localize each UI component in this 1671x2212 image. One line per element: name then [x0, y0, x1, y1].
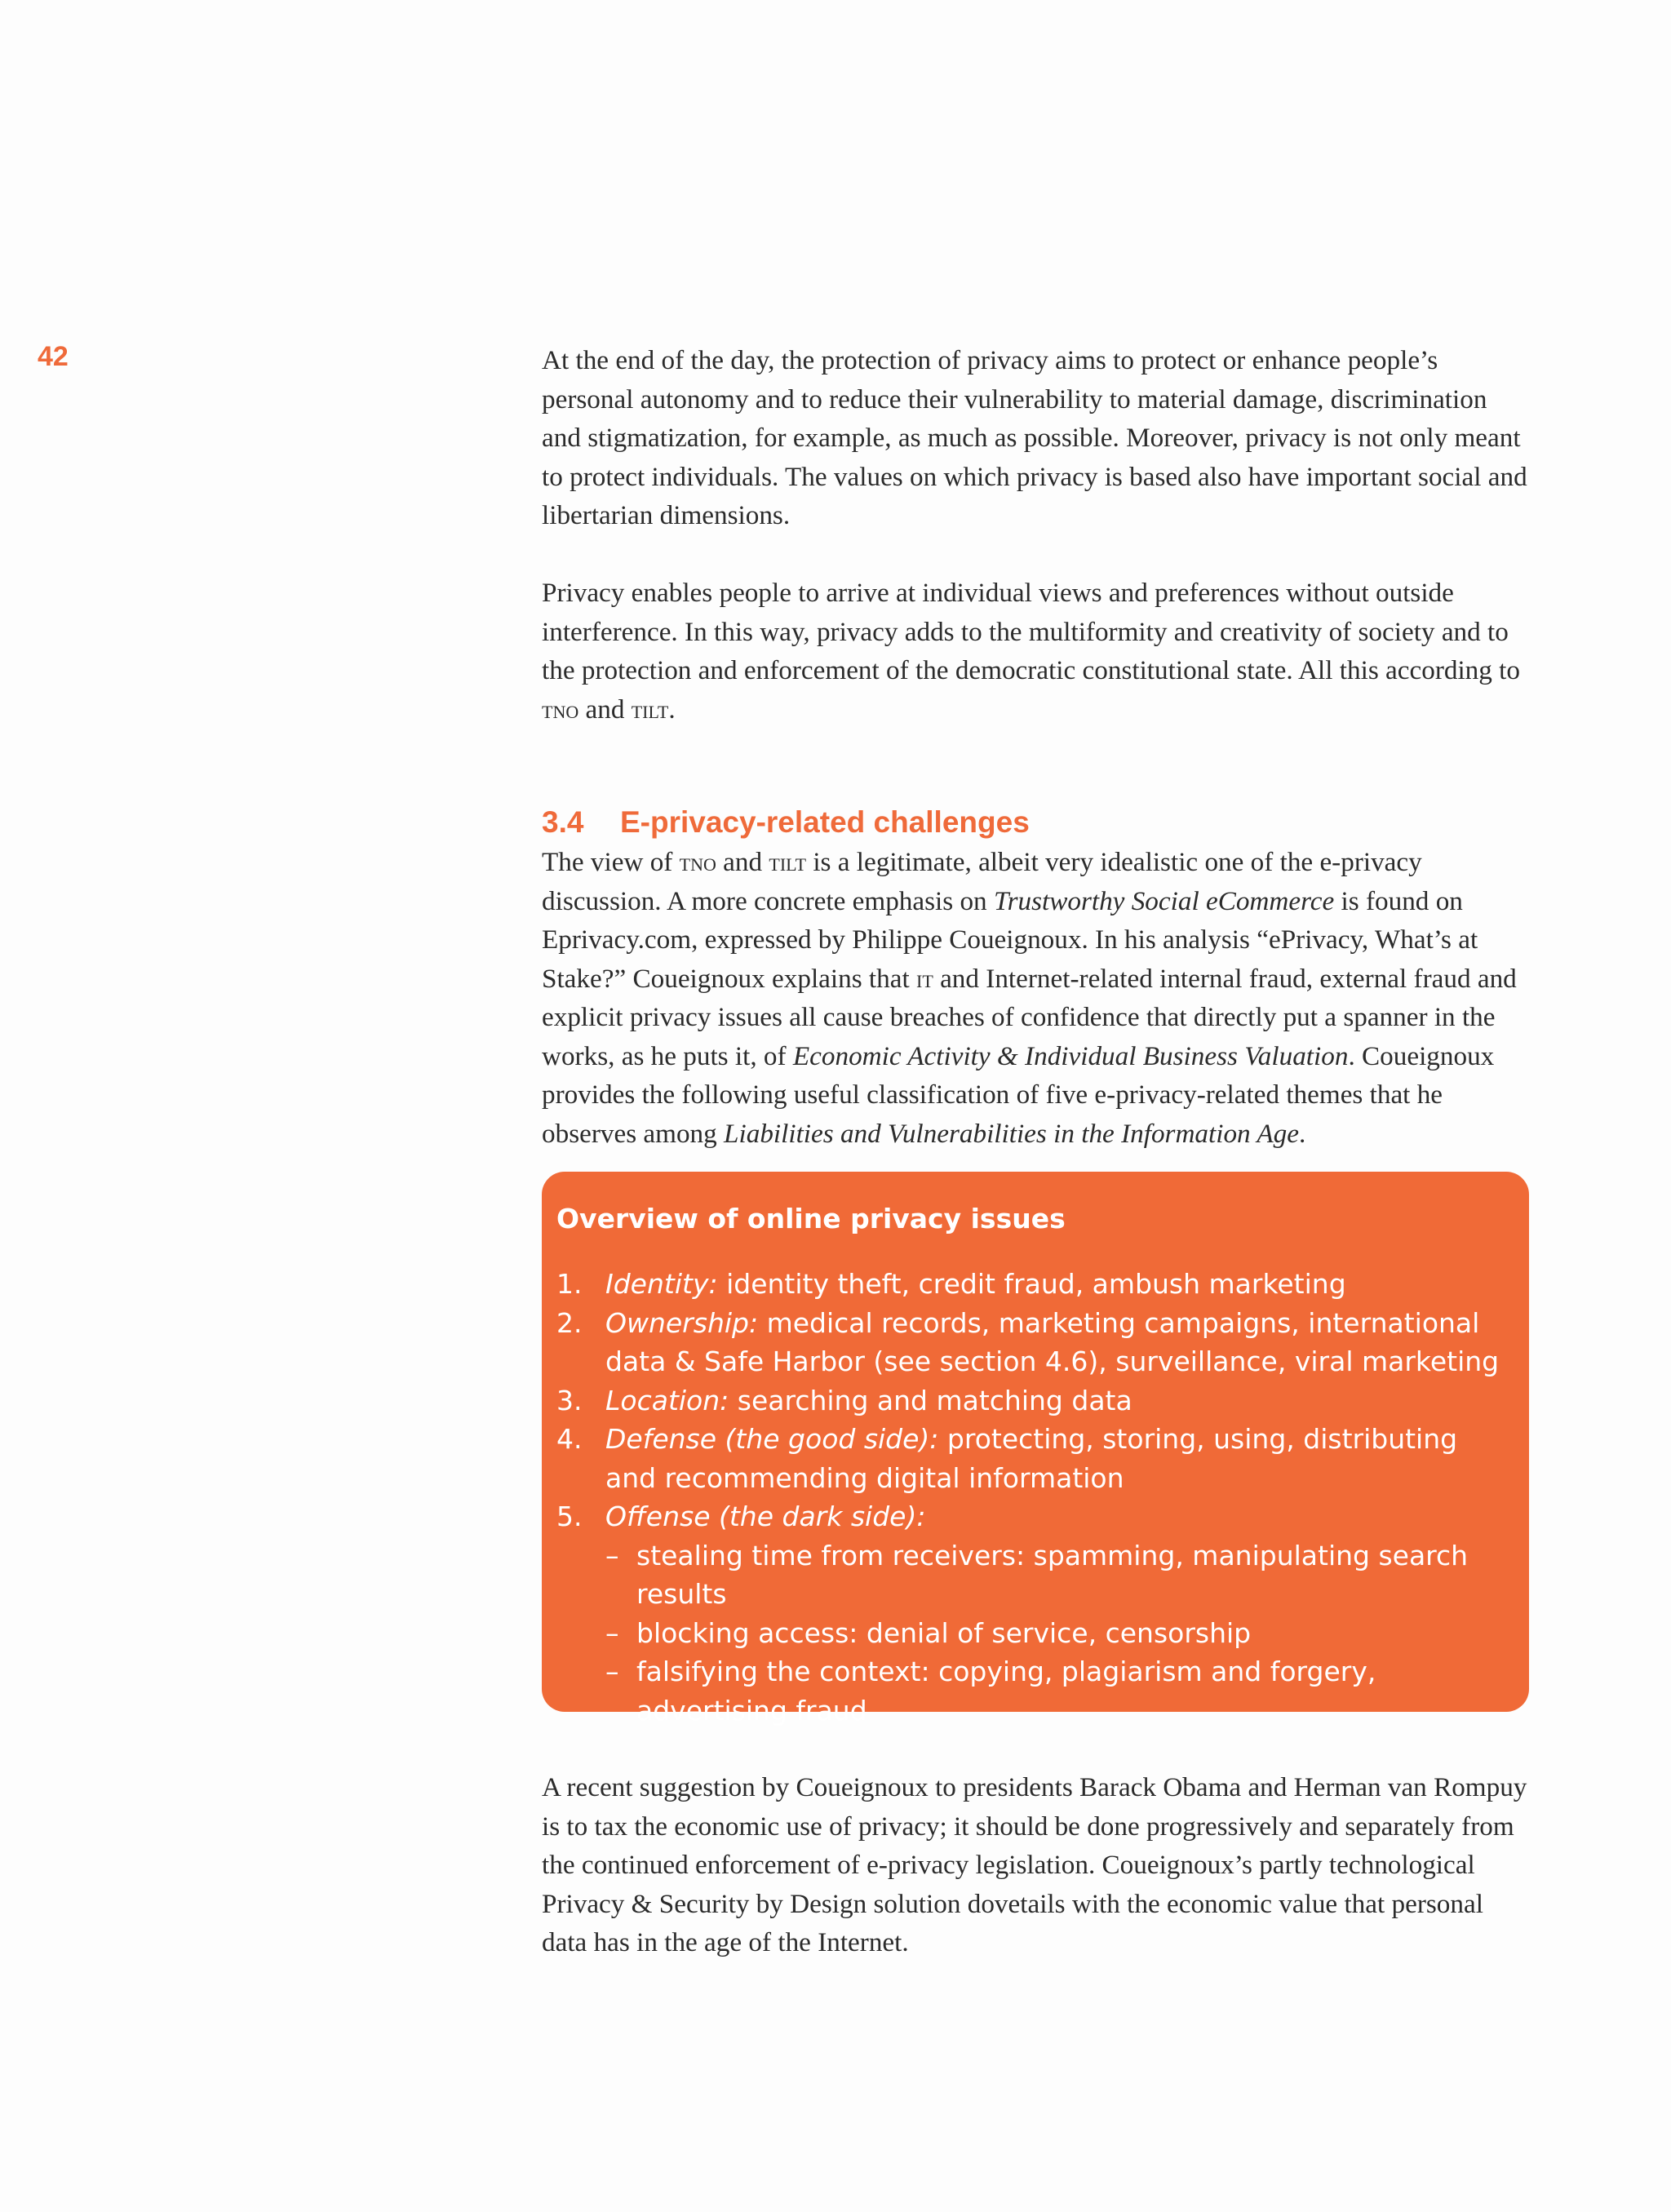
item-number: 2.: [556, 1306, 583, 1339]
item-text: [605, 1265, 1503, 1304]
org-tno: tno: [679, 848, 716, 876]
org-tilt: tilt: [769, 848, 807, 876]
privacy-issues-box: [542, 1172, 1529, 1727]
item-number: 1.: [556, 1268, 583, 1300]
box-title: Overview of online privacy issues: [556, 1203, 1066, 1235]
sub-item-text: blocking access: denial of service, censorship: [636, 1616, 1252, 1649]
paragraph-3: [542, 843, 1532, 1153]
emphasis-liabilities: Liabilities and Vulnerabilities in the Information Age: [724, 1118, 1299, 1149]
paragraph-3-text-g: .: [1298, 1118, 1306, 1149]
item-text: [605, 1497, 1503, 1730]
org-tno: tno: [542, 694, 579, 724]
paragraph-3-text-c: is a legitimate, albeit very idealistic one of the e-privacy discussion. A more concrete emphasis on: [542, 847, 1422, 916]
sub-item-text: stealing time from receivers: spamming, manipulating search results: [636, 1539, 1469, 1610]
item-label: Ownership:: [605, 1306, 759, 1339]
sub-item: [605, 1614, 1503, 1653]
paragraph-3-text-b: and: [716, 847, 769, 877]
paragraph-3-text-f: . Coueignoux provides the following useful classification of five e-privacy-related themes that he observes among: [542, 1040, 1495, 1149]
page-number: 42: [38, 341, 69, 372]
section-number: 3.4: [542, 805, 584, 839]
sub-item: [605, 1536, 1503, 1614]
item-text: [605, 1381, 1503, 1421]
emphasis-trustworthy-social-ecommerce: Trustworthy Social eCommerce: [993, 885, 1335, 916]
item-number: 3.: [556, 1384, 583, 1416]
list-item: [556, 1497, 1503, 1730]
item-description: protecting, storing, using, distributing and recommending digital information: [605, 1423, 1458, 1494]
paragraph-3-text-d: is found on Eprivacy.com, expressed by Philippe Coueignoux. In his analysis “ePrivacy, What’s at Stake?” Coueignoux explains that: [542, 885, 1478, 994]
org-tilt: tilt: [631, 694, 669, 724]
item-description: identity theft, credit fraud, ambush marketing: [717, 1268, 1346, 1300]
emphasis-economic-activity: Economic Activity & Individual Business Valuation: [792, 1040, 1349, 1071]
paragraph-2: [542, 574, 1532, 729]
section-heading: [542, 805, 1532, 840]
paragraph-3-text-e: and Internet-related internal fraud, external fraud and explicit privacy issues all cause breaches of confidence that directly put a spanner in the works, as he puts it, of: [542, 963, 1517, 1071]
issues-list: [556, 1265, 1503, 1730]
list-item: [556, 1304, 1503, 1381]
section-title: E-privacy-related challenges: [620, 805, 1030, 839]
item-label: Offense (the dark side):: [605, 1501, 926, 1532]
list-item: [556, 1420, 1503, 1497]
paragraph-2-end: .: [668, 694, 676, 725]
abbr-it: it: [916, 964, 933, 993]
paragraph-1: At the end of the day, the protection of privacy aims to protect or enhance people’s personal autonomy and to reduce their vulnerability to material damage, discrimination and stigmatization, for example, as much as possible. Moreover, privacy is not only meant to protect individuals. The values on which privacy is based also have important social and libertarian dimensions.: [542, 345, 1527, 530]
sub-item: [605, 1652, 1503, 1730]
paragraph-4: A recent suggestion by Coueignoux to presidents Barack Obama and Herman van Rompuy is to tax the economic use of privacy; it should be done progressively and separately from the continued enforcement of e-privacy legislation. Coueignoux’s partly technological Privacy & Security by Design solution dovetails with the economic value that personal data has in the age of the Internet.: [542, 1772, 1527, 1957]
item-number: 5.: [556, 1501, 583, 1532]
paragraph-2-text: Privacy enables people to arrive at individual views and preferences without outside interference. In this way, privacy adds to the multiformity and creativity of society and to the protection and enforcement of the democratic constitutional state. All this according to: [542, 578, 1520, 685]
dash: –: [605, 1656, 619, 1687]
paragraph-3-text-a: The view of: [542, 847, 680, 877]
dash: –: [605, 1616, 619, 1649]
item-text: [605, 1420, 1503, 1497]
list-item: [556, 1381, 1503, 1421]
item-number: 4.: [556, 1423, 583, 1455]
dash: –: [605, 1539, 619, 1571]
list-item: [556, 1265, 1503, 1304]
item-label: Identity:: [605, 1268, 718, 1300]
item-label: Defense (the good side):: [605, 1423, 939, 1455]
item-label: Location:: [605, 1384, 729, 1416]
paragraph-2-and: and: [578, 694, 632, 725]
item-description: medical records, marketing campaigns, international data & Safe Harbor (see section 4.6), surveillance, viral marketing: [605, 1306, 1500, 1377]
item-text: [605, 1304, 1503, 1381]
item-description: searching and matching data: [729, 1384, 1132, 1416]
sub-item-text: falsifying the context: copying, plagiarism and forgery, advertising fraud: [636, 1656, 1376, 1727]
